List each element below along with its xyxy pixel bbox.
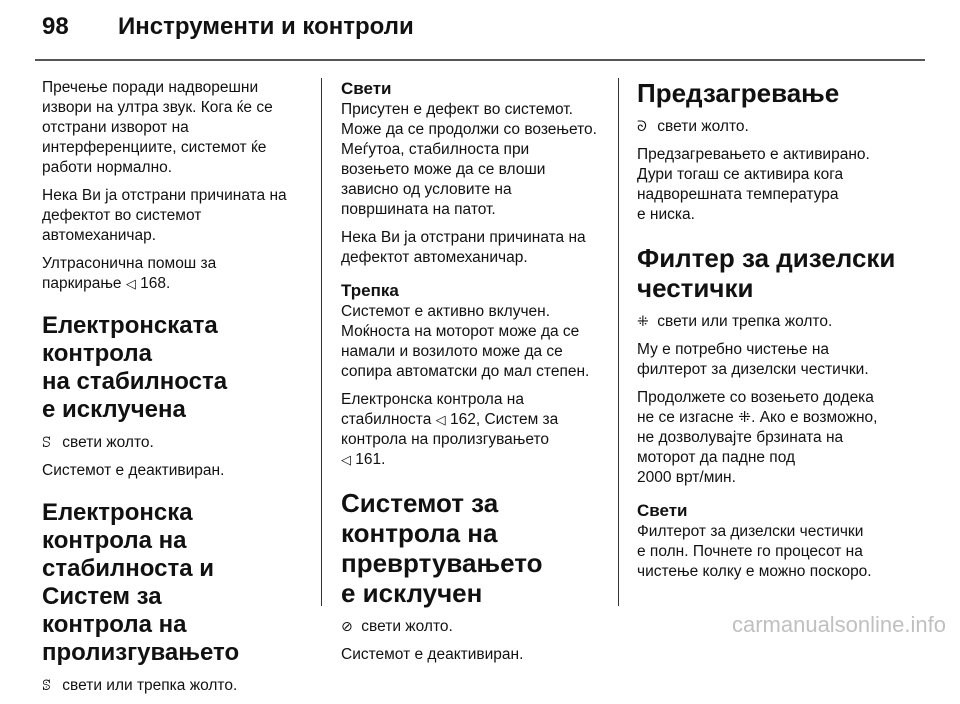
column-2 — [341, 78, 605, 673]
tc-off-deactivated: Системот е деактивиран. — [341, 646, 524, 663]
glow-plug-icon: ᘐ — [637, 118, 647, 134]
page-number: 98 — [42, 13, 69, 40]
esp-tc-icon: ꕷ — [42, 677, 51, 693]
dpf-continue-text-1: Продолжете со возењето додека не се изгасне — [637, 389, 874, 426]
column-1 — [42, 78, 308, 704]
header-rule — [35, 59, 925, 61]
heading-flashing: Трепка — [341, 281, 399, 300]
flashing-description: Системот е активно вклучен. Моќноста на моторот може да се намали и возилото може да се сопира автоматски до мал степен. — [341, 303, 590, 380]
page-ref-arrow-icon: ◁ — [125, 276, 136, 291]
dpf-lit-description: Филтерот за дизелски честички е полн. Почнете го процесот на чистење колку е можно поскоро. — [637, 523, 872, 580]
traction-control-off-icon: ⊘ — [341, 618, 353, 634]
column-divider-2 — [618, 78, 619, 606]
heading-lit: Свети — [341, 79, 392, 98]
chapter-title: Инструменти и контроли — [118, 13, 414, 40]
preheat-text: свети жолто. — [653, 118, 749, 135]
ultrasonic-interference-paragraph: Пречење поради надворешни извори на ултра звук. Кога ќе се отстрани изворот на интерференциите, системот ќе работи нормално. — [42, 79, 273, 176]
lit-description: Присутен е дефект во системот. Може да се продолжи со возењето. Меѓутоа, стабилноста при возењето може да се влоши зависно од условите на површината на патот. — [341, 101, 597, 218]
dpf-status — [637, 311, 907, 332]
heading-esp-traction: Електронска контрола на стабилноста и Систем за контрола на пролизгувањето — [42, 499, 240, 666]
tc-off-text: свети жолто. — [357, 618, 453, 635]
heading-lit-dpf: Свети — [637, 501, 688, 520]
mechanic-paragraph: Нека Ви ја отстрани причината на дефектот во системот автомеханичар. — [42, 187, 287, 244]
lit-mechanic: Нека Ви ја отстрани причината на дефектот автомеханичар. — [341, 229, 586, 266]
heading-diesel-filter: Филтер за дизелски честички — [637, 243, 896, 303]
reference-page: 168. — [135, 275, 171, 292]
tc-off-status — [341, 616, 605, 637]
esp-off-deactivated: Системот е деактивиран. — [42, 462, 225, 479]
esp-off-status — [42, 432, 308, 453]
column-3 — [637, 78, 907, 590]
reference-text-1: Електронска контрола на стабилноста — [341, 391, 524, 428]
heading-traction-off: Системот за контрола на превртувањето е исклучен — [341, 488, 543, 608]
esp-off-icon: ꕶ — [42, 434, 51, 450]
esp-tc-status — [42, 675, 308, 696]
page-header — [0, 0, 960, 60]
column-divider-1 — [321, 78, 322, 606]
esp-off-text: свети жолто. — [58, 434, 154, 451]
diesel-particle-filter-icon: ⁜ — [637, 313, 649, 329]
preheat-description: Предзагревањето е активирано. Дури тогаш се активира кога надворешната температура е ниска. — [637, 146, 870, 223]
reference-text-2: 162, Систем за контрола на пролизгувањето — [341, 411, 559, 448]
reference-text: Ултрасонична помош за паркирање — [42, 255, 217, 292]
dpf-continue-text-2: . Ако е возможно, не дозволувајте брзината на моторот да падне под 2000 врт/мин. — [637, 409, 878, 486]
reference-text-3: 161. — [351, 451, 386, 468]
preheat-status — [637, 116, 907, 137]
esp-tc-text: свети или трепка жолто. — [58, 677, 238, 694]
dpf-cleaning-needed: Му е потребно чистење на филтерот за дизелски честички. — [637, 341, 869, 378]
dpf-text: свети или трепка жолто. — [653, 313, 833, 330]
ultrasonic-reference — [42, 254, 308, 294]
heading-esp-off: Електронската контрола на стабилноста е исклучена — [42, 312, 228, 423]
watermark: carmanualsonline.info — [731, 612, 946, 637]
dpf-continue-driving — [637, 388, 907, 488]
page-ref-arrow-icon: ◁ — [341, 452, 351, 467]
esp-tc-reference — [341, 390, 605, 470]
page-ref-arrow-icon: ◁ — [435, 412, 446, 427]
diesel-particle-filter-icon: ⁜ — [738, 409, 752, 426]
heading-preheating: Предзагревање — [637, 78, 840, 108]
